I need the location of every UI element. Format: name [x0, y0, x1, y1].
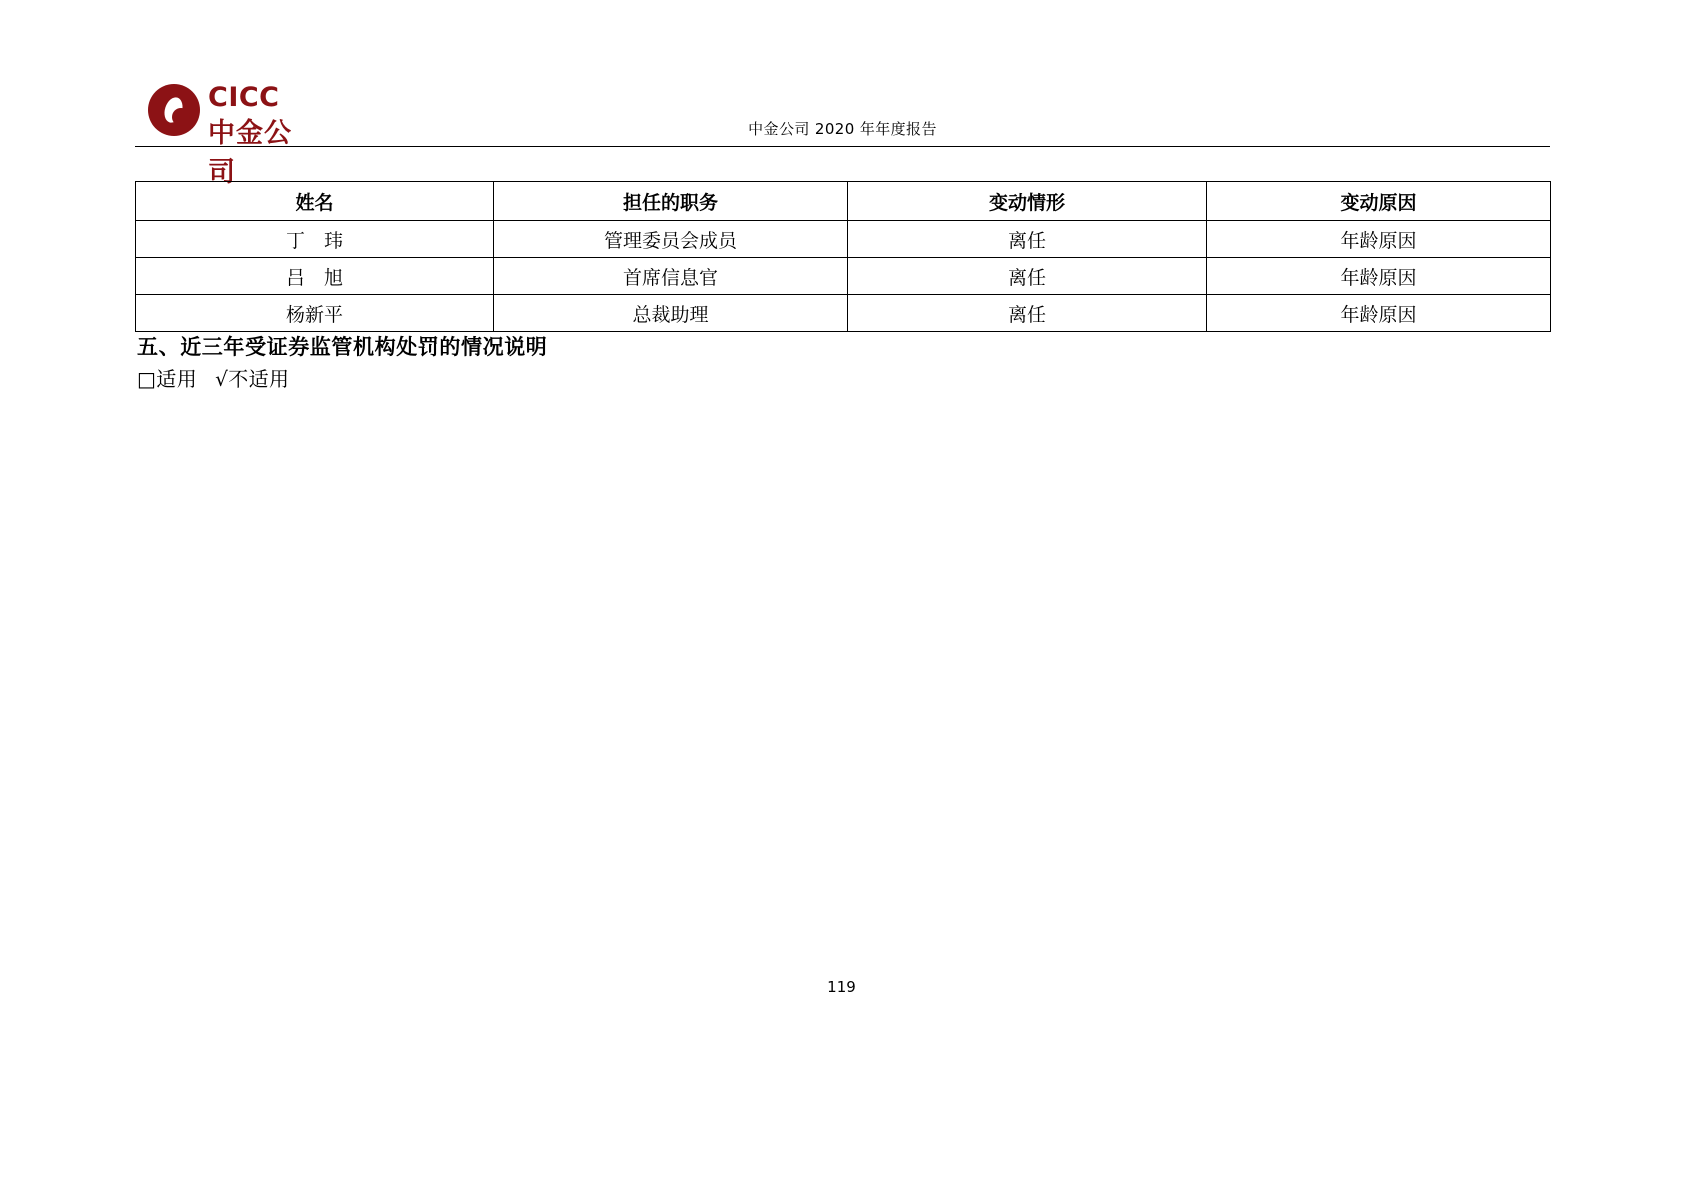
column-header-name: 姓名 — [136, 182, 494, 221]
personnel-change-table — [135, 181, 1551, 332]
cell-position: 管理委员会成员 — [494, 221, 848, 258]
cell-name: 杨新平 — [136, 295, 494, 332]
column-header-position: 担任的职务 — [494, 182, 848, 221]
cell-name: 吕 旭 — [136, 258, 494, 295]
cell-change-type: 离任 — [848, 258, 1207, 295]
logo-text-en: CICC — [208, 82, 280, 113]
cell-change-reason: 年龄原因 — [1207, 221, 1551, 258]
option-not-applicable: √不适用 — [215, 367, 290, 391]
cell-position: 首席信息官 — [494, 258, 848, 295]
document-title: 中金公司 2020 年年度报告 — [748, 120, 937, 138]
cell-change-reason: 年龄原因 — [1207, 295, 1551, 332]
section-options — [137, 363, 289, 392]
column-header-change-reason: 变动原因 — [1207, 182, 1551, 221]
page-header — [135, 70, 1550, 188]
cell-change-reason: 年龄原因 — [1207, 258, 1551, 295]
page-number: 119 — [827, 978, 856, 996]
header-divider — [135, 146, 1550, 147]
column-header-change-type: 变动情形 — [848, 182, 1207, 221]
cell-change-type: 离任 — [848, 221, 1207, 258]
table-row — [136, 221, 1551, 258]
option-applicable: □适用 — [137, 367, 198, 391]
cell-name: 丁 玮 — [136, 221, 494, 258]
table-row — [136, 295, 1551, 332]
cell-position: 总裁助理 — [494, 295, 848, 332]
personnel-change-table-wrap — [135, 181, 1550, 332]
table-header-row — [136, 182, 1551, 221]
section-heading: 五、近三年受证券监管机构处罚的情况说明 — [137, 335, 548, 359]
logo-text-cn: 中金公司 — [208, 118, 292, 188]
cell-change-type: 离任 — [848, 295, 1207, 332]
table-row — [136, 258, 1551, 295]
